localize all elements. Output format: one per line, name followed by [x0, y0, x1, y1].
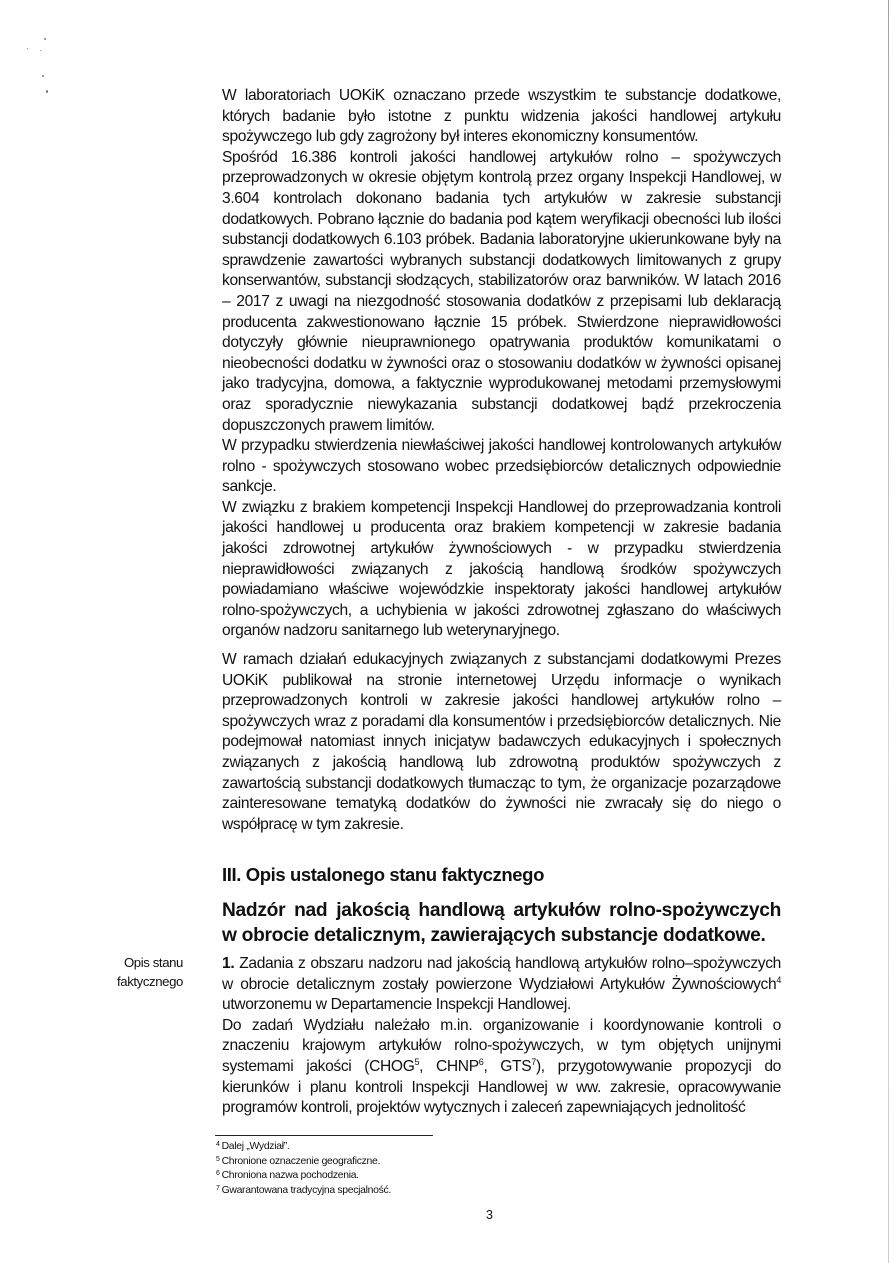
footnote-mark: 7	[216, 1184, 220, 1192]
subsection-heading-block	[222, 898, 781, 948]
body-text-point-1	[222, 954, 781, 1119]
footnote-text: Dalej „Wydział”.	[221, 1141, 290, 1152]
footnote-6	[216, 1169, 391, 1184]
tasks-text-b: , CHNP	[419, 1057, 479, 1075]
footnote-text: Gwarantowana tradycyjna specjalność.	[221, 1184, 391, 1196]
subsection-heading: Nadzór nad jakością handlową artykułów rolno-spożywczych w obrocie detalicznym, zawierających substancje dodatkowe.	[222, 900, 781, 946]
footnote-ref-4[interactable]: 4	[776, 974, 781, 985]
footnote-4	[216, 1140, 391, 1155]
paragraph-point-1	[222, 954, 781, 1016]
page-number: 3	[486, 1208, 493, 1222]
tasks-text-a: Do zadań Wydziału należało m.in. organizowanie i koordynowanie kontroli o znaczeniu krajowym artykułów rolno-spożywczych, w tym objętych unijnymi systemami jakości (CHOG	[222, 1016, 781, 1075]
footnote-mark: 5	[216, 1155, 220, 1163]
point-1-text: Zadania z obszaru nadzoru nad jakością handlową artykułów rolno–spożywczych w obrocie detalicznym zostały powierzone Wydziałowi Artykułów Żywnościowych	[222, 955, 781, 993]
tasks-text-d: ), przygotowywanie propozycji do kierunków i planu kontroli Inspekcji Handlowej w ww. zakresie, opracowywanie programów kontroli, projektów wytycznych i zaleceń zapewniających jednolitość	[222, 1057, 782, 1117]
scan-speck	[46, 90, 48, 93]
footnote-7	[216, 1184, 391, 1199]
scan-edge-artifact	[888, 0, 889, 1263]
paragraph-education: W ramach działań edukacyjnych związanych z substancjami dodatkowymi Prezes UOKiK publikował na stronie internetowej Urzędu informacje o wynikach przeprowadzonych kontroli w zakresie jakości handlowej artykułów rolno – spożywczych wraz z poradami dla konsumentów i przedsiębiorców detalicznych. Nie podejmował natomiast innych inicjatyw badawczych edukacyjnych i społecznych związanych z jakością handlową lub zdrowotną produktów spożywczych z zawartością substancji dodatkowych tłumacząc to tym, że organizacje pozarządowe zainteresowane tematyką dodatków do żywności nie zwracały się do niego o współpracę w tym zakresie.	[222, 651, 781, 833]
footnote-mark: 4	[216, 1141, 220, 1148]
paragraph-controls-statistics: Spośród 16.386 kontroli jakości handlowej artykułów rolno – spożywczych przeprowadzonych w okresie objętym kontrolą przez organy Inspekcji Handlowej, w 3.604 kontrolach dokonano badania tych artykułów w zakresie substancji dodatkowych. Pobrano łącznie do badania pod kątem weryfikacji obecności lub ilości substancji dodatkowych 6.103 próbek. Badania laboratoryjne ukierunkowane były na sprawdzenie zawartości wybranych substancji dodatkowych limitowanych z grupy konserwantów, substancji słodzących, stabilizatorów oraz barwników. W latach 2016 – 2017 z uwagi na niezgodność stosowania dodatków z przepisami lub deklaracją producenta zakwestionowano łącznie 15 próbek. Stwierdzone nieprawidłowości dotyczyły głównie nieuprawnionego opatrywania produktów komunikatami o nieobecności dodatku w żywności oraz o stosowaniu dodatków w żywności opisanej jako tradycyjna, domowa, a faktycznie wyprodukowanej metodami przemysłowymi oraz sporadycznie niewykazania substancji dodatkowej bądź przekroczenia dopuszczonych prawem limitów.	[222, 148, 781, 434]
section-heading-block	[222, 863, 781, 887]
body-text-top	[222, 86, 781, 835]
footnote-mark: 6	[216, 1170, 220, 1177]
scan-speck	[27, 48, 28, 49]
scan-speck	[40, 50, 41, 51]
section-heading: III. Opis ustalonego stanu faktycznego	[222, 864, 544, 885]
paragraph-sanctions: W przypadku stwierdzenia niewłaściwej jakości handlowej kontrolowanych artykułów rolno - spożywczych stosowano wobec przedsiębiorców detalicznych odpowiednie sankcje.	[222, 437, 781, 496]
footnote-separator	[215, 1135, 433, 1136]
point-number: 1.	[222, 955, 235, 972]
footnote-ref-6[interactable]: 6	[478, 1056, 484, 1067]
margin-note: Opis stanu faktycznego	[117, 955, 183, 989]
footnote-text: Chroniona nazwa pochodzenia.	[221, 1170, 359, 1181]
tasks-text-c: , GTS	[483, 1057, 532, 1075]
paragraph-laboratories: W laboratoriach UOKiK oznaczano przede wszystkim te substancje dodatkowe, których badanie było istotne z punktu widzenia jakości handlowej artykułu spożywczego lub gdy zagrożony był interes ekonomiczny konsumentów.	[222, 87, 781, 146]
paragraph-gap	[222, 642, 781, 650]
footnote-ref-5[interactable]: 5	[414, 1056, 420, 1067]
paragraph-department-tasks	[222, 1016, 781, 1119]
scan-speck	[44, 38, 46, 40]
footnote-ref-7[interactable]: 7	[531, 1056, 536, 1067]
footnote-text: Chronione oznaczenie geograficzne.	[221, 1155, 381, 1167]
footnotes	[216, 1140, 391, 1198]
point-1-text-end: utworzonemu w Departamencie Inspekcji Handlowej.	[222, 996, 571, 1014]
paragraph-competences: W związku z brakiem kompetencji Inspekcji Handlowej do przeprowadzania kontroli jakości handlowej u producenta oraz brakiem kompetencji w zakresie badania jakości zdrowotnej artykułów żywnościowych - w przypadku stwierdzenia nieprawidłowości związanych z jakością handlową środków spożywczych powiadamiano właściwe wojewódzkie inspektoraty jakości handlowej artykułów rolno-spożywczych, a uchybienia w jakości zdrowotnej zgłaszano do właściwych organów nadzoru sanitarnego lub weterynaryjnego.	[222, 498, 781, 640]
footnote-5	[216, 1155, 391, 1170]
scan-speck	[42, 75, 44, 77]
